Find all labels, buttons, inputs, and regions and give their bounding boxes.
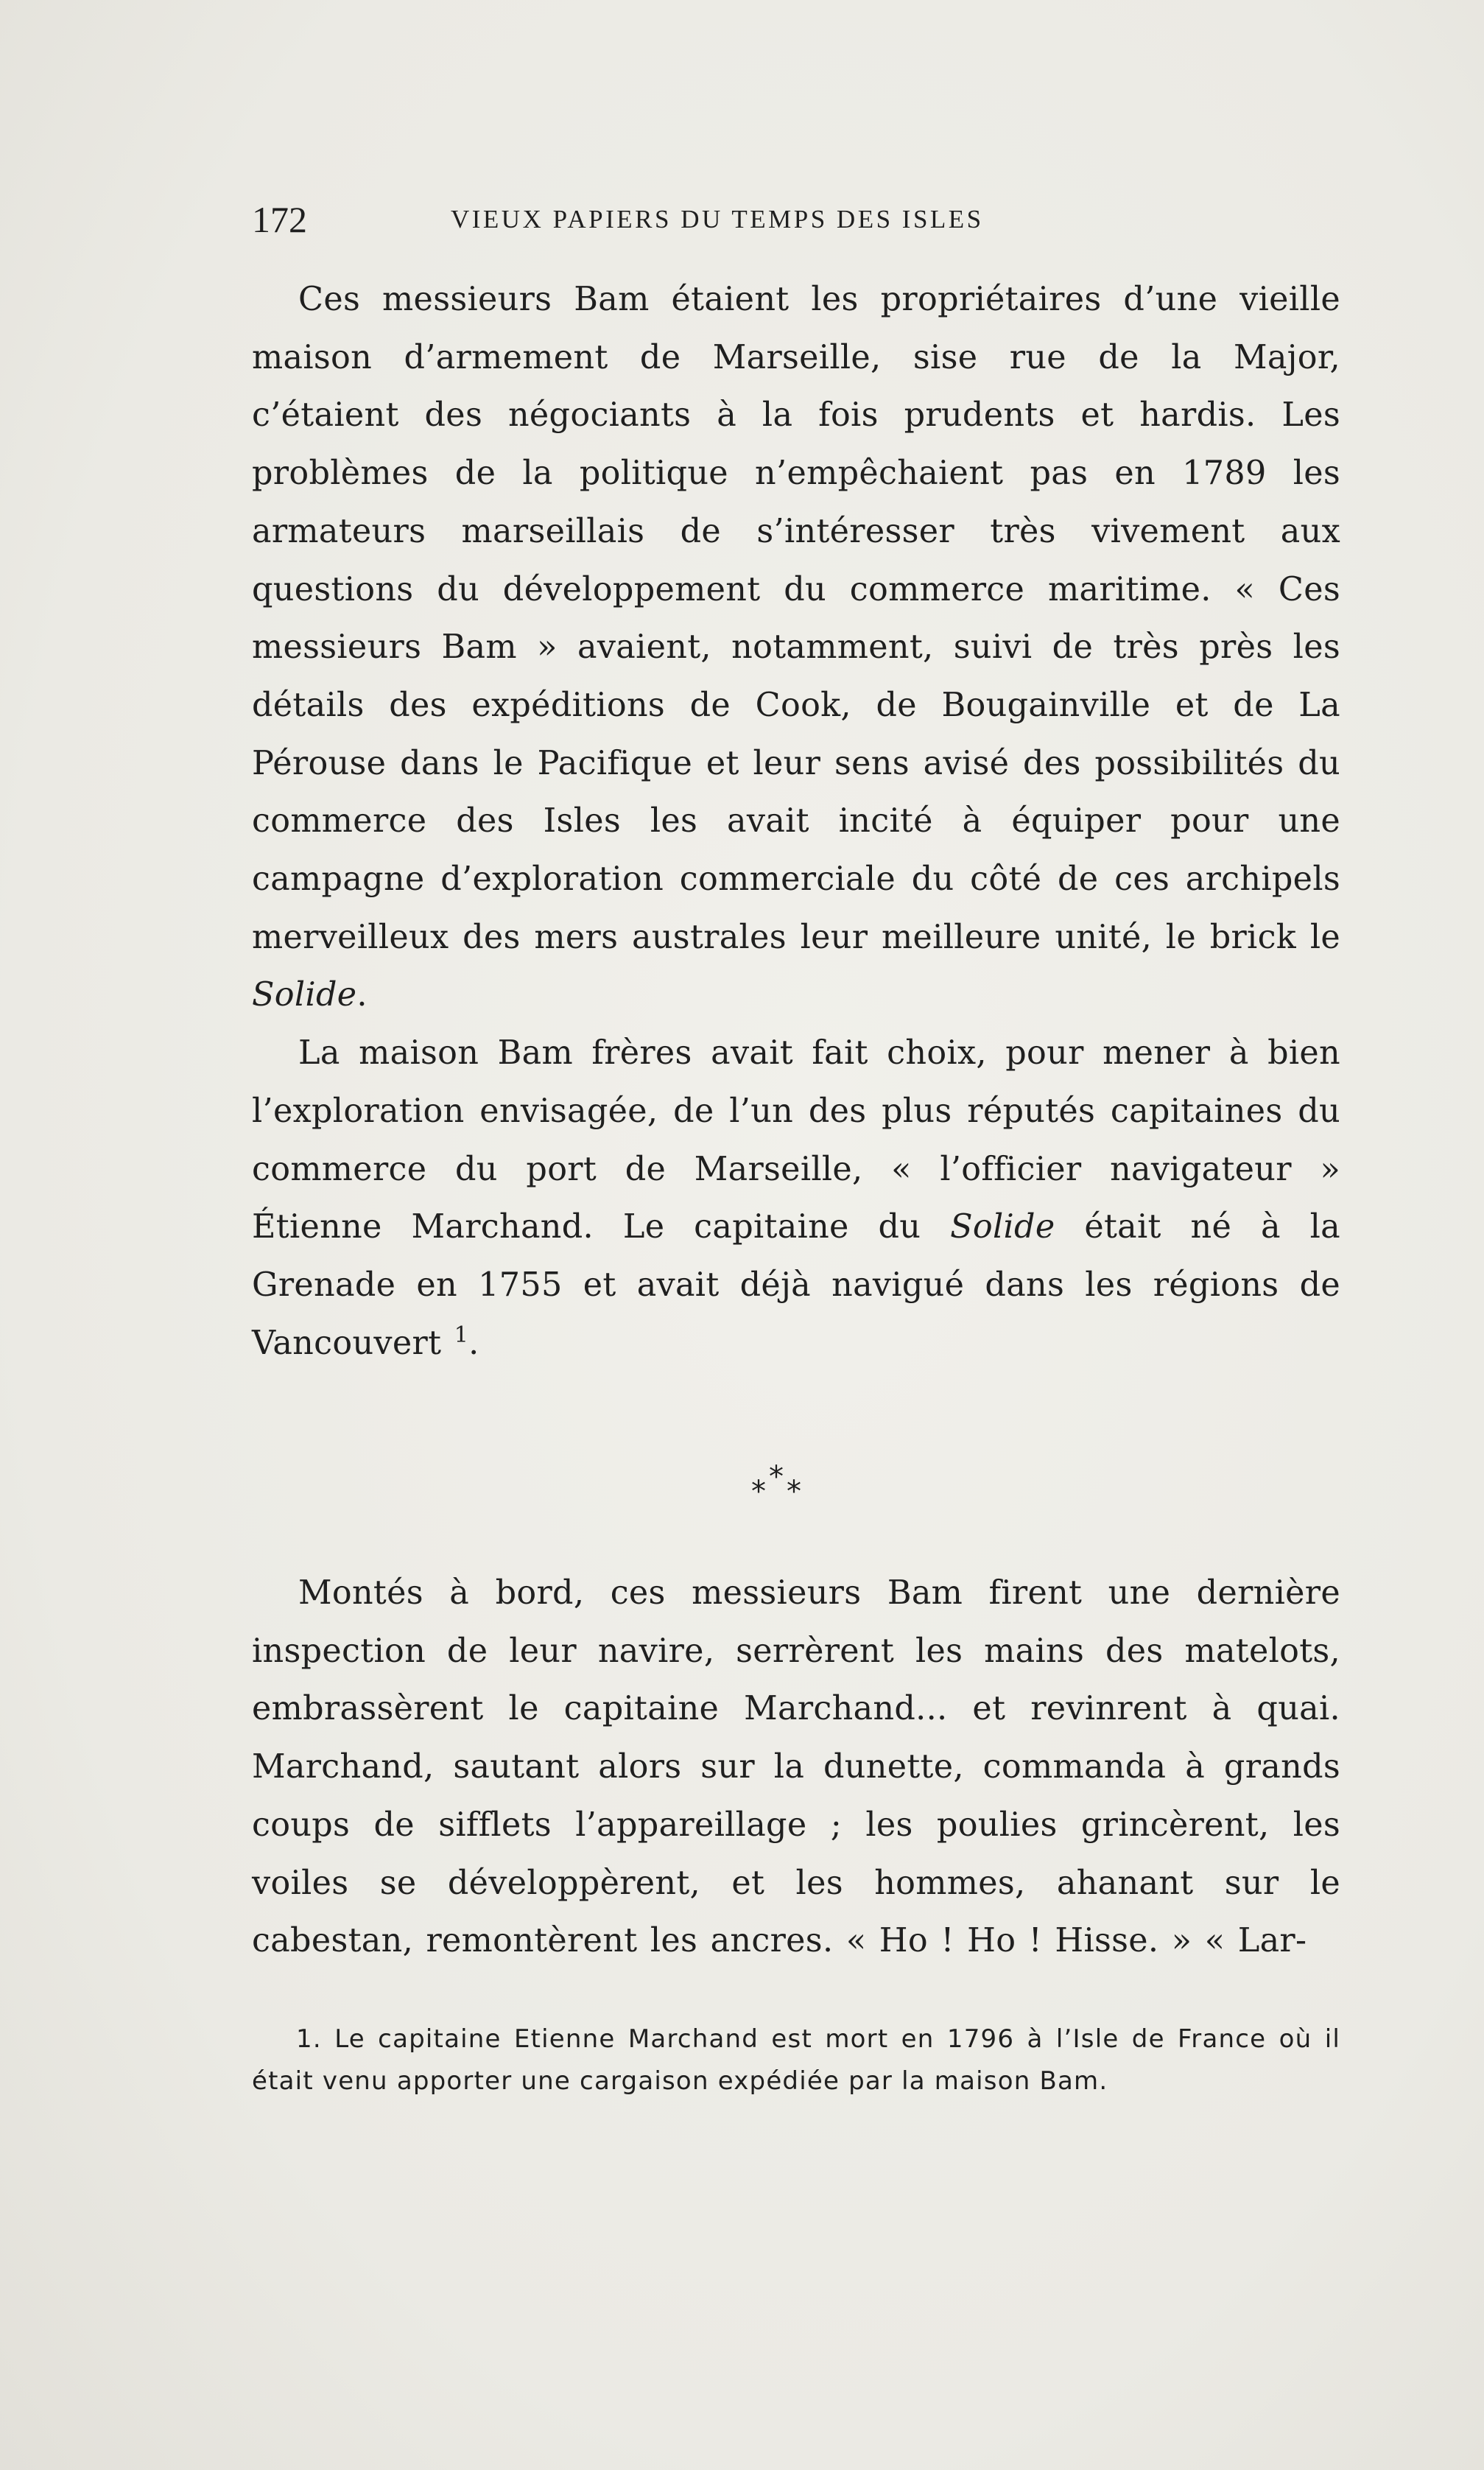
paragraph-1-end: . bbox=[356, 976, 368, 1014]
page-number: 172 bbox=[252, 199, 307, 240]
footnote-1 bbox=[252, 2018, 1340, 2102]
paragraph-1-text: Ces messieurs Bam étaient les propriétaires d’une vieille maison d’armement de Marseille, sise rue de la Major, c’étaient des négociants à la fois prudents et hardis. Les problèmes de la politique n’empêchaient pas en 1789 les armateurs marseillais de s’intéresser très vivement aux questions du développement du commerce maritime. « Ces messieurs Bam » avaient, notamment, suivi de très près les détails des expéditions de Cook, de Bougainville et de La Pérouse dans le Pacifique et leur sens avisé des possibilités du commerce des Isles les avait incité à équiper pour une campagne d’exploration commerciale du côté de ces archipels merveilleux des mers australes leur meilleure unité, le brick le bbox=[252, 281, 1340, 956]
paragraph-1 bbox=[252, 271, 1340, 1025]
section-break-asterism bbox=[751, 1460, 803, 1509]
asterism-star-top: * bbox=[769, 1460, 784, 1494]
body-text-bottom bbox=[252, 1565, 1340, 1971]
running-title: VIEUX PAPIERS DU TEMPS DES ISLES bbox=[451, 205, 984, 234]
ship-name-solide: Solide bbox=[950, 1208, 1055, 1246]
paragraph-3: Montés à bord, ces messieurs Bam firent une dernière inspection de leur navire, serrèrent les mains des matelots, embrassèrent le capitaine Marchand... et revinrent à quai. Marchand, sautant alors sur la dunette, commanda à grands coups de sifflets l’appareillage ; les poulies grincèrent, les voiles se développèrent, et les hommes, ahanant sur le cabestan, remontèrent les ancres. « Ho ! Ho ! Hisse. » « Lar- bbox=[252, 1574, 1340, 1960]
body-text-top bbox=[252, 271, 1340, 1372]
footnote-text: Le capitaine Etienne Marchand est mort en 1796 à l’Isle de France où il était venu apporter une cargaison expédiée par la maison Bam. bbox=[252, 2024, 1340, 2096]
footnote bbox=[252, 2018, 1340, 2102]
asterism-star-right: * bbox=[787, 1475, 801, 1509]
paragraph-2 bbox=[252, 1025, 1340, 1372]
footnote-number: 1. bbox=[296, 2024, 322, 2054]
paragraph-2-text: La maison Bam frères avait fait choix, pour mener à bien l’exploration envisagée, de l’un des plus réputés capitaines du commerce du port de Marseille, « l’officier navigateur » Étienne Marchand. Le capitaine du bbox=[252, 1034, 1340, 1246]
footnote-reference[interactable]: 1 bbox=[454, 1322, 469, 1348]
paragraph-2-text-cont: était né à la Grenade en 1755 et avait déjà navigué dans les régions de Vancouvert bbox=[252, 1208, 1340, 1362]
running-head bbox=[252, 197, 1340, 242]
asterism-star-left: * bbox=[751, 1475, 766, 1509]
ship-name-solide: Solide bbox=[252, 976, 357, 1014]
paragraph-2-end: . bbox=[468, 1324, 479, 1362]
